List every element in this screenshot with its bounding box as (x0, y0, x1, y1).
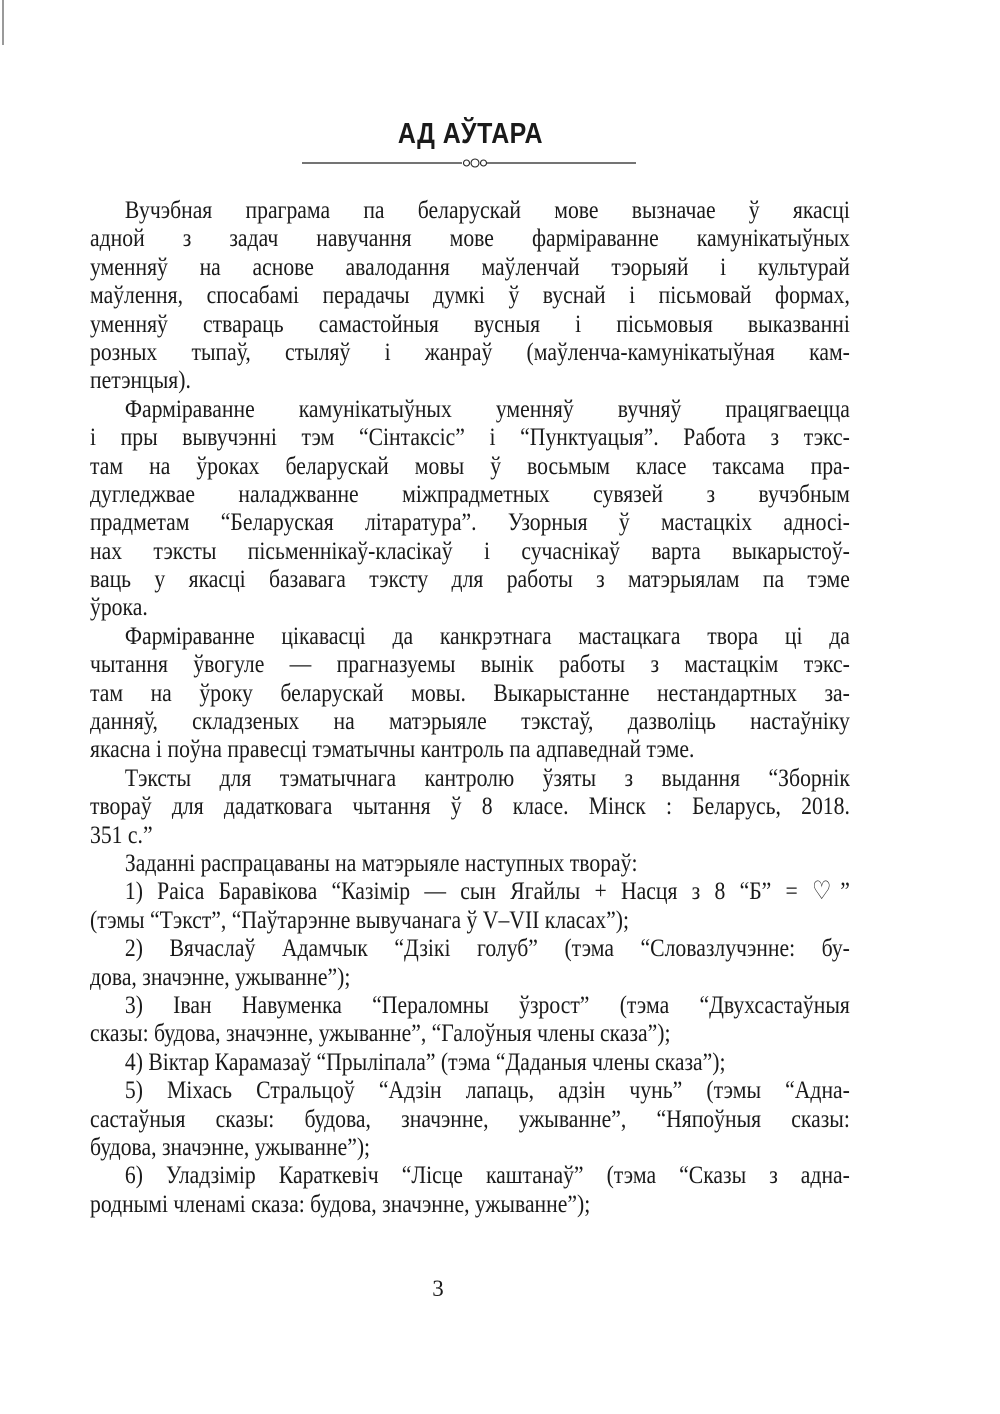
paragraph (90, 991, 850, 1048)
text-line: уменняў ствараць самастойныя вусныя і пісьмовыя выказванні (90, 308, 850, 338)
paragraph (90, 622, 850, 764)
text-line: Фарміраванне камунікатыўных уменняў вучняў працягваецца (124, 393, 850, 423)
text-line: 6) Уладзімір Караткевіч “Лісце каштанаў” (тэма “Сказы з адна- (124, 1160, 850, 1190)
paragraph (90, 849, 850, 877)
text-line: данняў, складзеных на матэрыяле тэкстаў, дазволіць настаўніку (90, 706, 850, 736)
paragraph (90, 934, 850, 991)
text-line: 5) Міхась Стральцоў “Адзін лапаць, адзін чунь” (тэмы “Адна- (124, 1075, 850, 1105)
chapter-title: АД АЎТАРА (397, 118, 543, 150)
text-line: 2) Вячаслаў Адамчык “Дзікі голуб” (тэма “Словазлучэнне: бу- (124, 933, 850, 963)
paragraph (90, 764, 850, 849)
body-text (90, 196, 850, 1218)
paragraph (90, 196, 850, 395)
text-line: адной з задач навучання мове фарміраванне камунікатыўных (90, 223, 850, 253)
text-line: нах тэксты пісьменнікаў-класікаў і сучаснікаў варта выкарыстоў- (90, 535, 850, 565)
text-line: там на ўроку беларускай мовы. Выкарыстанне нестандартных за- (90, 677, 850, 707)
paragraph (90, 1161, 850, 1218)
text-line: дугледжвае наладжванне міжпрадметных сувязей з вучэбным (90, 478, 850, 508)
text-line: і пры вывучэнні тэм “Сінтаксіс” і “Пунктуацыя”. Работа з тэкс- (90, 422, 850, 452)
text-line: 1) Раіса Баравікова “Казімір — сын Ягайлы + Насця з 8 “Б” = ♡” (124, 876, 850, 906)
paragraph (90, 877, 850, 934)
paragraph (90, 395, 850, 622)
chapter-heading (0, 118, 1000, 151)
text-line: ўрока. (90, 592, 148, 622)
text-line: роднымі членамі сказа: будова, значэнне, ужыванне”); (90, 1188, 591, 1218)
text-line: сказы: будова, значэнне, ужыванне”, “Галоўныя члены сказа”); (90, 1018, 671, 1048)
title-ornament-divider (302, 155, 636, 171)
text-line: твораў для дадатковага чытання ў 8 класе. Мінск : Беларусь, 2018. (90, 791, 850, 821)
text-line: 4) Віктар Карамазаў “Прыліпала” (тэма “Даданыя члены сказа”); (124, 1046, 726, 1076)
text-line: (тэмы “Тэкст”, “Паўтарэнне вывучанага ў V–VII класах”); (90, 904, 629, 934)
page-edge-mark (2, 0, 4, 45)
text-line: ваць у якасці базавага тэксту для работы з матэрыялам па тэме (90, 564, 850, 594)
text-line: петэнцыя). (90, 365, 191, 395)
text-line: састаўныя сказы: будова, значэнне, ужыванне”, “Няпоўныя сказы: (90, 1103, 850, 1133)
text-line: там на ўроках беларускай мовы ў восьмым класе таксама пра- (90, 450, 850, 480)
paragraph (90, 1048, 850, 1076)
text-line: Заданні распрацаваны на матэрыяле наступных твораў: (124, 847, 638, 877)
text-line: будова, значэнне, ужыванне”); (90, 1131, 371, 1161)
text-line: розных тыпаў, стыляў і жанраў (маўленча-камунікатыўная кам- (90, 336, 850, 366)
text-line: прадметам “Беларуская літаратура”. Узорныя ў мастацкіх адносі- (90, 507, 850, 537)
page-number: 3 (432, 1276, 444, 1301)
text-line: Вучэбная праграма па беларускай мове вызначае ў якасці (124, 195, 850, 224)
text-line: Фарміраванне цікавасці да канкрэтнага мастацкага твора ці да (124, 620, 850, 650)
text-line: дова, значэнне, ужыванне”); (90, 961, 351, 991)
text-line: маўлення, спосабамі перадачы думкі ў вуснай і пісьмовай формах, (90, 280, 850, 310)
text-line: якасна і поўна правесці тэматычны кантроль па адпаведнай тэме. (90, 734, 695, 764)
text-line: уменняў на аснове авалодання маўленчай тэорыяй і культурай (90, 251, 850, 281)
text-line: 351 с.” (90, 819, 153, 849)
text-line: 3) Іван Навуменка “Пераломны ўзрост” (тэма “Двухсастаўныя (124, 989, 850, 1019)
text-line: чытання ўвогуле — прагназуемы вынік работы з мастацкім тэкс- (90, 649, 850, 679)
paragraph (90, 1076, 850, 1161)
text-line: Тэксты для тэматычнага кантролю ўзяты з выдання “Зборнік (124, 762, 850, 792)
